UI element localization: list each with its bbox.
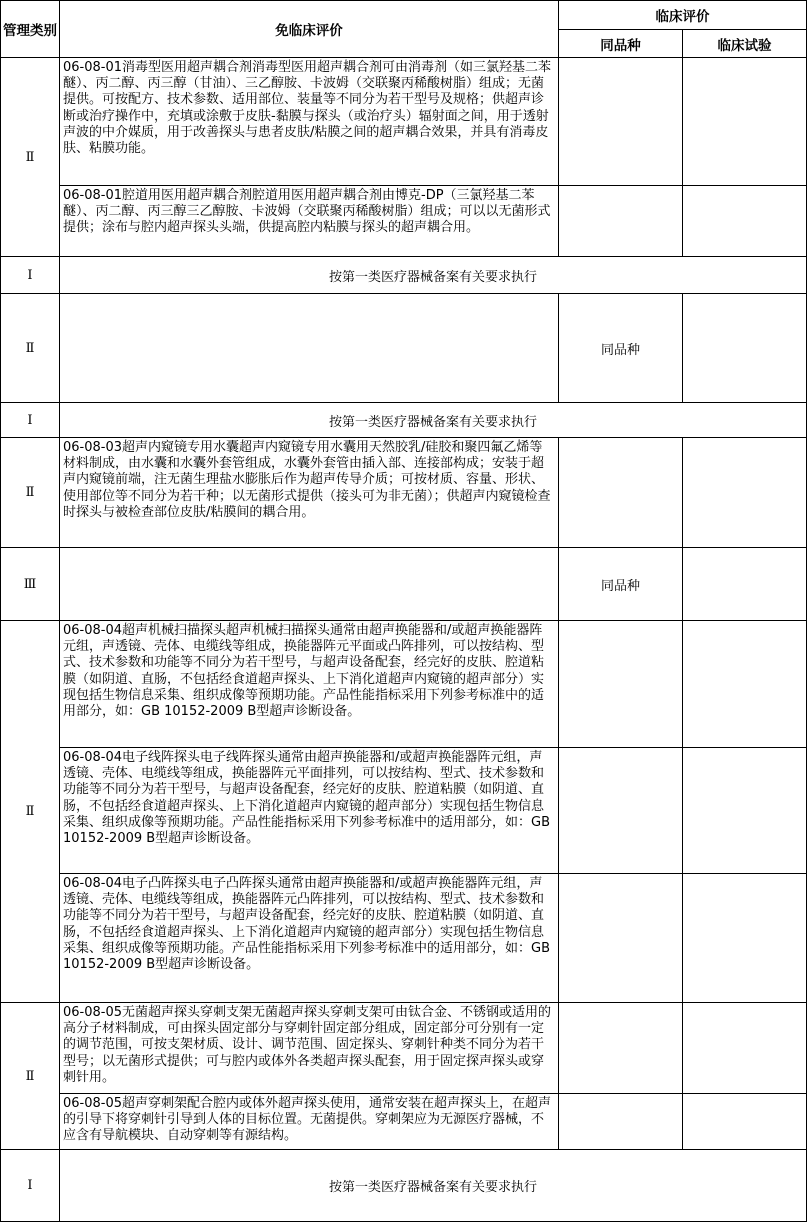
same-variety-cell: 同品种 — [559, 548, 683, 621]
header-class: 管理类别 — [1, 1, 60, 58]
clinical-trial-cell — [683, 748, 807, 874]
description-cell: 06-08-01消毒型医用超声耦合剂消毒型医用超声耦合剂可由消毒剂（如三氯羟基二苯醚）、丙二醇、丙三醇（甘油）、三乙醇胺、卡波姆（交联聚丙稀酸树脂）组成；无菌提供。可按配方、技术参数、适用部位、装量等不同分为若干型号及规格；供超声诊断或治疗操作中，充填或涂敷于皮肤-黏膜与探头（或治疗头）辐射面之间，用于透射声波的中介媒质，用于改善探头与患者皮肤/粘膜之间的超声耦合效果，并具有消毒皮肤、粘膜功能。 — [60, 58, 559, 186]
description-cell: 06-08-04超声机械扫描探头超声机械扫描探头通常由超声换能器和/或超声换能器阵元组，声透镜、壳体、电缆线等组成，换能器阵元平面或凸阵排列，可以按结构、型式、技术参数和功能等不同分为若干型号，与超声设备配套，经完好的皮肤、腔道粘膜（如阴道、直肠，不包括经食道超声探头、上下消化道超声内窥镜的超声部分）实现包括生物信息采集、组织成像等预期功能。产品性能指标采用下列参考标准中的适用部分，如：GB 10152-2009 B型超声诊断设备。 — [60, 621, 559, 748]
header-clinical: 临床评价 — [559, 1, 807, 30]
class-cell: Ⅱ — [1, 621, 60, 1003]
description-cell: 06-08-04电子凸阵探头电子凸阵探头通常由超声换能器和/或超声换能器阵元组，声透镜、壳体、电缆线等组成，换能器阵元凸阵排列，可以按结构、型式、技术参数和功能等不同分为若干型号，与超声设备配套，经完好的皮肤、腔道粘膜（如阴道、直肠，不包括经食道超声探头、上下消化道超声内窥镜的超声部分）实现包括生物信息采集、组织成像等预期功能。产品性能指标采用下列参考标准中的适用部分，如：GB 10152-2009 B型超声诊断设备。 — [60, 874, 559, 1003]
same-variety-cell — [559, 438, 683, 548]
same-variety-cell — [559, 1094, 683, 1150]
clinical-trial-cell — [683, 548, 807, 621]
clinical-trial-cell — [683, 58, 807, 186]
same-variety-cell — [559, 1003, 683, 1094]
clinical-trial-cell — [683, 294, 807, 403]
description-cell: 06-08-05超声穿刺架配合腔内或体外超声探头使用，通常安装在超声探头上，在超声的引导下将穿刺针引导到人体的目标位置。无菌提供。穿刺架应为无源医疗器械，不应含有导航模块、自动穿刺等有源结构。 — [60, 1094, 559, 1150]
same-variety-cell — [559, 621, 683, 748]
class-cell: Ⅱ — [1, 1003, 60, 1150]
header-exempt: 免临床评价 — [60, 1, 559, 58]
same-variety-cell — [559, 748, 683, 874]
class-cell: Ⅱ — [1, 58, 60, 257]
description-cell — [60, 548, 559, 621]
same-variety-cell — [559, 58, 683, 186]
class-one-note: 按第一类医疗器械备案有关要求执行 — [60, 1150, 807, 1222]
header-same-variety: 同品种 — [559, 30, 683, 58]
description-cell: 06-08-05无菌超声探头穿刺支架无菌超声探头穿刺支架可由钛合金、不锈钢或适用的高分子材料制成，可由探头固定部分与穿刺针固定部分组成，固定部分可分别有一定的调节范围，可按支架材质、设计、调节范围、固定探头、穿刺针种类不同分为若干型号；以无菌形式提供；可与腔内或体外各类超声探头配套，用于固定探声探头或穿刺针用。 — [60, 1003, 559, 1094]
class-one-note: 按第一类医疗器械备案有关要求执行 — [60, 403, 807, 438]
class-cell: Ⅰ — [1, 257, 60, 294]
clinical-trial-cell — [683, 186, 807, 257]
description-cell: 06-08-04电子线阵探头电子线阵探头通常由超声换能器和/或超声换能器阵元组，声透镜、壳体、电缆线等组成，换能器阵元平面排列，可以按结构、型式、技术参数和功能等不同分为若干型号，与超声设备配套，经完好的皮肤、腔道粘膜（如阴道、直肠，不包括经食道超声探头、上下消化道超声内窥镜的超声部分）实现包括生物信息采集、组织成像等预期功能。产品性能指标采用下列参考标准中的适用部分，如：GB 10152-2009 B型超声诊断设备。 — [60, 748, 559, 874]
description-cell — [60, 294, 559, 403]
description-cell: 06-08-01腔道用医用超声耦合剂腔道用医用超声耦合剂由博克-DP（三氯羟基二苯醚）、丙二醇、丙三醇三乙醇胺、卡波姆（交联聚丙稀酸树脂）组成；可以以无菌形式提供；涂布与腔内超声探头头端，供提高腔内粘膜与探头的超声耦合用。 — [60, 186, 559, 257]
same-variety-cell — [559, 874, 683, 1003]
class-cell: Ⅲ — [1, 548, 60, 621]
class-cell: Ⅱ — [1, 438, 60, 548]
clinical-trial-cell — [683, 874, 807, 1003]
class-cell: Ⅱ — [1, 294, 60, 403]
header-clinical-trial: 临床试验 — [683, 30, 807, 58]
description-cell: 06-08-03超声内窥镜专用水囊超声内窥镜专用水囊用天然胶乳/硅胶和聚四氟乙烯等材料制成，由水囊和水囊外套管组成，水囊外套管由插入部、连接部构成；安装于超声内窥镜前端，注无菌生理盐水膨胀后作为超声传导介质；可按材质、容量、形状、使用部位等不同分为若干种；以无菌形式提供（接头可为非无菌）；供超声内窥镜检查时探头与被检查部位皮肤/粘膜间的耦合用。 — [60, 438, 559, 548]
clinical-trial-cell — [683, 1003, 807, 1094]
class-cell: Ⅰ — [1, 1150, 60, 1222]
clinical-trial-cell — [683, 438, 807, 548]
same-variety-cell: 同品种 — [559, 294, 683, 403]
class-one-note: 按第一类医疗器械备案有关要求执行 — [60, 257, 807, 294]
class-cell: Ⅰ — [1, 403, 60, 438]
same-variety-cell — [559, 186, 683, 257]
clinical-trial-cell — [683, 621, 807, 748]
clinical-trial-cell — [683, 1094, 807, 1150]
